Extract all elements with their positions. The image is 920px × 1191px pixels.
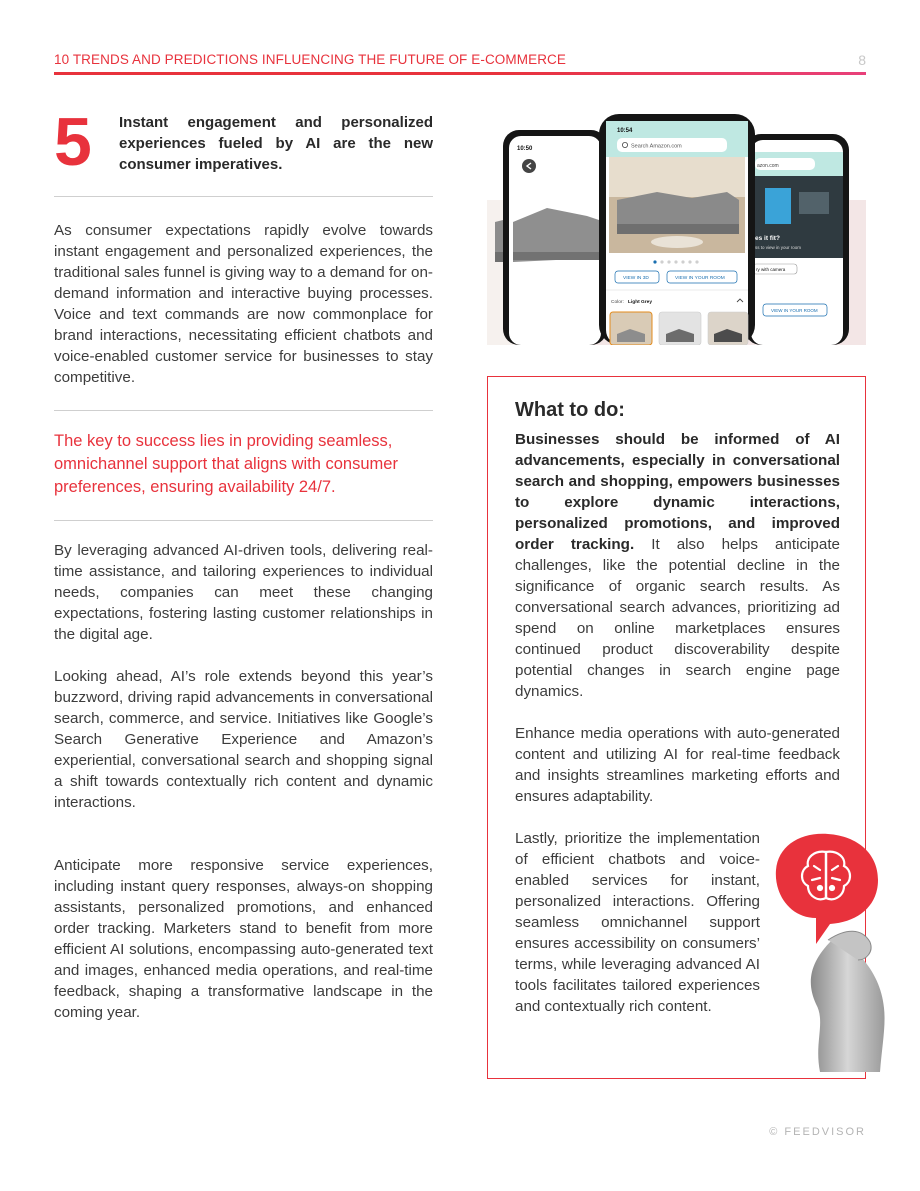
phone-screenshots-image <box>487 112 866 345</box>
divider <box>54 520 433 521</box>
svg-text:VIEW IN YOUR ROOM: VIEW IN YOUR ROOM <box>771 308 818 313</box>
pull-quote: The key to success lies in providing seamless, omnichannel support that aligns with consumer preferences, ensuring availability 24/7. <box>54 432 398 496</box>
back-icon <box>522 159 536 173</box>
svg-text:ss to view in your room: ss to view in your room <box>755 245 802 250</box>
paragraph-anticipate: Anticipate more responsive service experiences, including instant query responses, always-on shopping assistants, personalized promotions, and enhanced order tracking. Marketers stand to benefit from more efficient AI solutions, encompassing auto-generated text and images, enhanced media operations, and real-time feedback, shaping a transformative landscape in the coming year. <box>54 857 433 1021</box>
what-to-do-paragraph-1 <box>515 429 840 702</box>
page-header <box>54 52 866 76</box>
paragraph-intro: As consumer expectations rapidly evolve towards instant engagement and personalized experiences, the traditional sales funnel is giving way to a demand for on-demand information and interactive buying processes. Voice and text commands are now commonplace for brand interactions, necessitating efficient chatbots and voice-enabled customer service for businesses to stay competitive. <box>54 222 433 386</box>
svg-text:VIEW IN YOUR ROOM: VIEW IN YOUR ROOM <box>675 276 725 281</box>
svg-text:ry with camera: ry with camera <box>756 267 786 272</box>
svg-text:Color:: Color: <box>611 300 624 305</box>
what-to-do-box <box>487 376 866 1079</box>
svg-text:VIEW IN 3D: VIEW IN 3D <box>623 276 649 281</box>
footer-copyright: © FEEDVISOR <box>769 1126 866 1138</box>
page-number: 8 <box>858 52 866 68</box>
section-headline: Instant engagement and personalized experiences fueled by AI are the new consumer imperatives. <box>119 114 433 173</box>
hand-holding-brain-sign-image <box>770 832 890 1072</box>
header-title: 10 TRENDS AND PREDICTIONS INFLUENCING THE FUTURE OF E-COMMERCE <box>54 52 567 67</box>
what-to-do-title: What to do: <box>515 399 625 421</box>
svg-text:Search Amazon.com: Search Amazon.com <box>631 143 682 150</box>
center-phone-time: 10:54 <box>617 128 633 134</box>
paragraph-looking-ahead: Looking ahead, AI’s role extends beyond this year’s buzzword, driving rapid advancements in conversational search, commerce, and service. Initiatives like Google’s Search Generative Experience and Amazon’s experiential, conversational search and shopping signal a shift towards contextually rich content and dynamic interactions. <box>54 668 433 811</box>
paragraph-leveraging: By leveraging advanced AI-driven tools, delivering real-time assistance, and tailoring experiences to individual needs, companies can meet these changing expectations, fostering lasting customer relationships in the digital age. <box>54 542 433 643</box>
what-to-do-paragraph-2: Enhance media operations with auto-generated content and utilizing AI for real-time feedback and insights streamlines marketing efforts and ensures adaptability. <box>515 725 840 805</box>
divider <box>54 410 433 411</box>
what-to-do-paragraph-3: Lastly, prioritize the implementation of efficient chatbots and voice-enabled services for instant, personalized interactions. Offering seamless omnichannel support ensures accessibility on consumers’ terms, while leveraging advanced AI tools facilitates tailored experiences and contextually rich content. <box>515 830 760 1015</box>
what-to-do-lead: Businesses should be informed of AI advancements, especially in conversational search and shopping, empowers businesses to explore dynamic interactions, personalized promotions, and improved order tracking. <box>515 431 840 553</box>
left-phone-time: 10:50 <box>517 146 533 152</box>
header-rule <box>54 72 866 75</box>
svg-text:Light Grey: Light Grey <box>628 300 652 305</box>
section-number: 5 <box>54 104 92 180</box>
right-phone-search: azon.com <box>757 163 779 169</box>
what-to-do-rest: It also helps anticipate challenges, like the potential decline in the significance of organic search results. As conversational search advances, prioritizing ad spend on online marketplaces ensures continued product discoverability despite potential changes in search engine page dynamics. <box>515 536 840 700</box>
divider <box>54 196 433 197</box>
svg-text:es it fit?: es it fit? <box>755 235 780 242</box>
hand <box>811 940 885 1072</box>
phones-illustration <box>487 112 866 345</box>
